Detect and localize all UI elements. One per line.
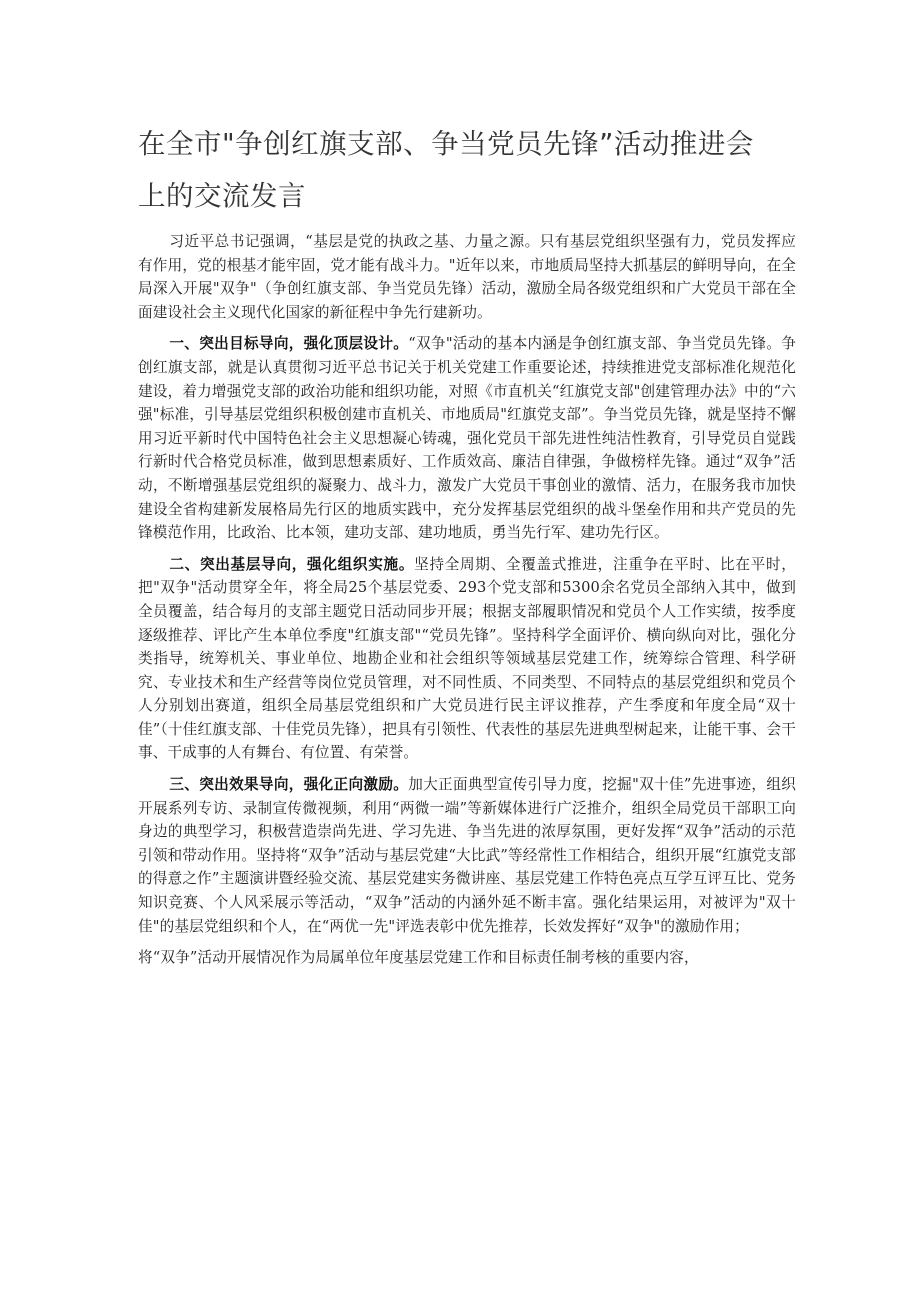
section-heading: 三、突出效果导向，强化正向激励。 <box>169 776 409 794</box>
document-body <box>138 230 796 978</box>
paragraph-section-2 <box>138 553 796 765</box>
paragraph-text: 习近平总书记强调，“基层是党的执政之基、力量之源。只有基层党组织坚强有力，党员发挥应有作用，党的根基才能牢固，党才能有战斗力。"近年以来，市地质局坚持大抓基层的鲜明导向，在全局深入开展"双争"（争创红旗支部、争当党员先锋）活动，激励全局各级党组织和广大党员干部在全面建设社会主义现代化国家的新征程中争先行建新功。 <box>138 233 796 321</box>
section-heading: 一、突出目标导向，强化顶层设计。 <box>169 335 409 353</box>
paragraph-text: 加大正面典型宣传引导力度，挖掘"双十佳”先进事迹，组织开展系列专访、录制宣传微视频，利用“两微一端”等新媒体进行广泛推介，组织全局党员干部职工向身边的典型学习，积极营造崇尚先进、学习先进、争当先进的浓厚氛围，更好发挥“双争”活动的示范引领和带动作用。坚持将“双争”活动与基层党建“大比武”等经常性工作相结合，组织开展“红旗党支部的得意之作”主题演讲暨经验交流、基层党建实务微讲座、基层党建工作特色亮点互学互评互比、党务知识竞赛、个人风采展示等活动，“双争”活动的内涵外延不断丰富。强化结果运用，对被评为"双十佳"的基层党组织和个人，在“两优一先"评选表彰中优先推荐，长效发挥好“双争"的激励作用； <box>138 776 796 935</box>
paragraph-section-1 <box>138 332 796 544</box>
paragraph-section-3 <box>138 773 796 938</box>
paragraph-text: 坚持全周期、全覆盖式推进，注重争在平时、比在平时，把"双争"活动贯穿全年，将全局25个基层党委、293个党支部和5300余名党员全部纳入其中，做到全员覆盖，结合每月的支部主题党日活动同步开展；根据支部履职情况和党员个人工作实绩，按季度逐级推荐、评比产生本单位季度"红旗支部"“党员先锋”。坚持科学全面评价、横向纵向对比，强化分类指导，统筹机关、事业单位、地勘企业和社会组织等领域基层党建工作，统筹综合管理、科学研究、专业技术和生产经营等岗位党员管理，对不同性质、不同类型、不同特点的基层党组织和党员个人分别划出赛道，组织全局基层党组织和广大党员进行民主评议推荐，产生季度和年度全局“双十佳”（十佳红旗支部、十佳党员先锋），把具有引领性、代表性的基层先进典型树起来，让能干事、会干事、干成事的人有舞台、有位置、有荣誉。 <box>138 555 796 762</box>
section-heading: 二、突出基层导向，强化组织实施。 <box>169 555 415 573</box>
paragraph-intro <box>138 230 796 324</box>
paragraph-text: “双争"活动的基本内涵是争创红旗支部、争当党员先锋。争创红旗支部，就是认真贯彻习近平总书记关于机关党建工作重要论述，持续推进党支部标准化规范化建设，着力增强党支部的政治功能和组织功能，对照《市直机关“红旗党支部"创建管理办法》中的“六强"标准，引导基层党组织积极创建市直机关、市地质局"红旗党支部”。争当党员先锋，就是坚持不懈用习近平新时代中国特色社会主义思想凝心铸魂，强化党员干部先进性纯洁性教育，引导党员自觉践行新时代合格党员标准，做到思想素质好、工作质效高、廉洁自律强，争做榜样先锋。通过“双争”活动，不断增强基层党组织的凝聚力、战斗力，激发广大党员干事创业的激情、活力，在服务我市加快建设全省构建新发展格局先行区的地质实践中，充分发挥基层党组织的战斗堡垒作用和共产党员的先锋模范作用，比政治、比本领，建功支部、建功地质，勇当先行军、建功先行区。 <box>138 335 796 542</box>
document-title: 在全市"争创红旗支部、争当党员先锋”活动推进会上的交流发言 <box>138 128 754 212</box>
paragraph-text: 将“双争”活动开展情况作为局属单位年度基层党建工作和目标责任制考核的重要内容， <box>138 949 699 967</box>
paragraph-continuation <box>138 946 796 970</box>
